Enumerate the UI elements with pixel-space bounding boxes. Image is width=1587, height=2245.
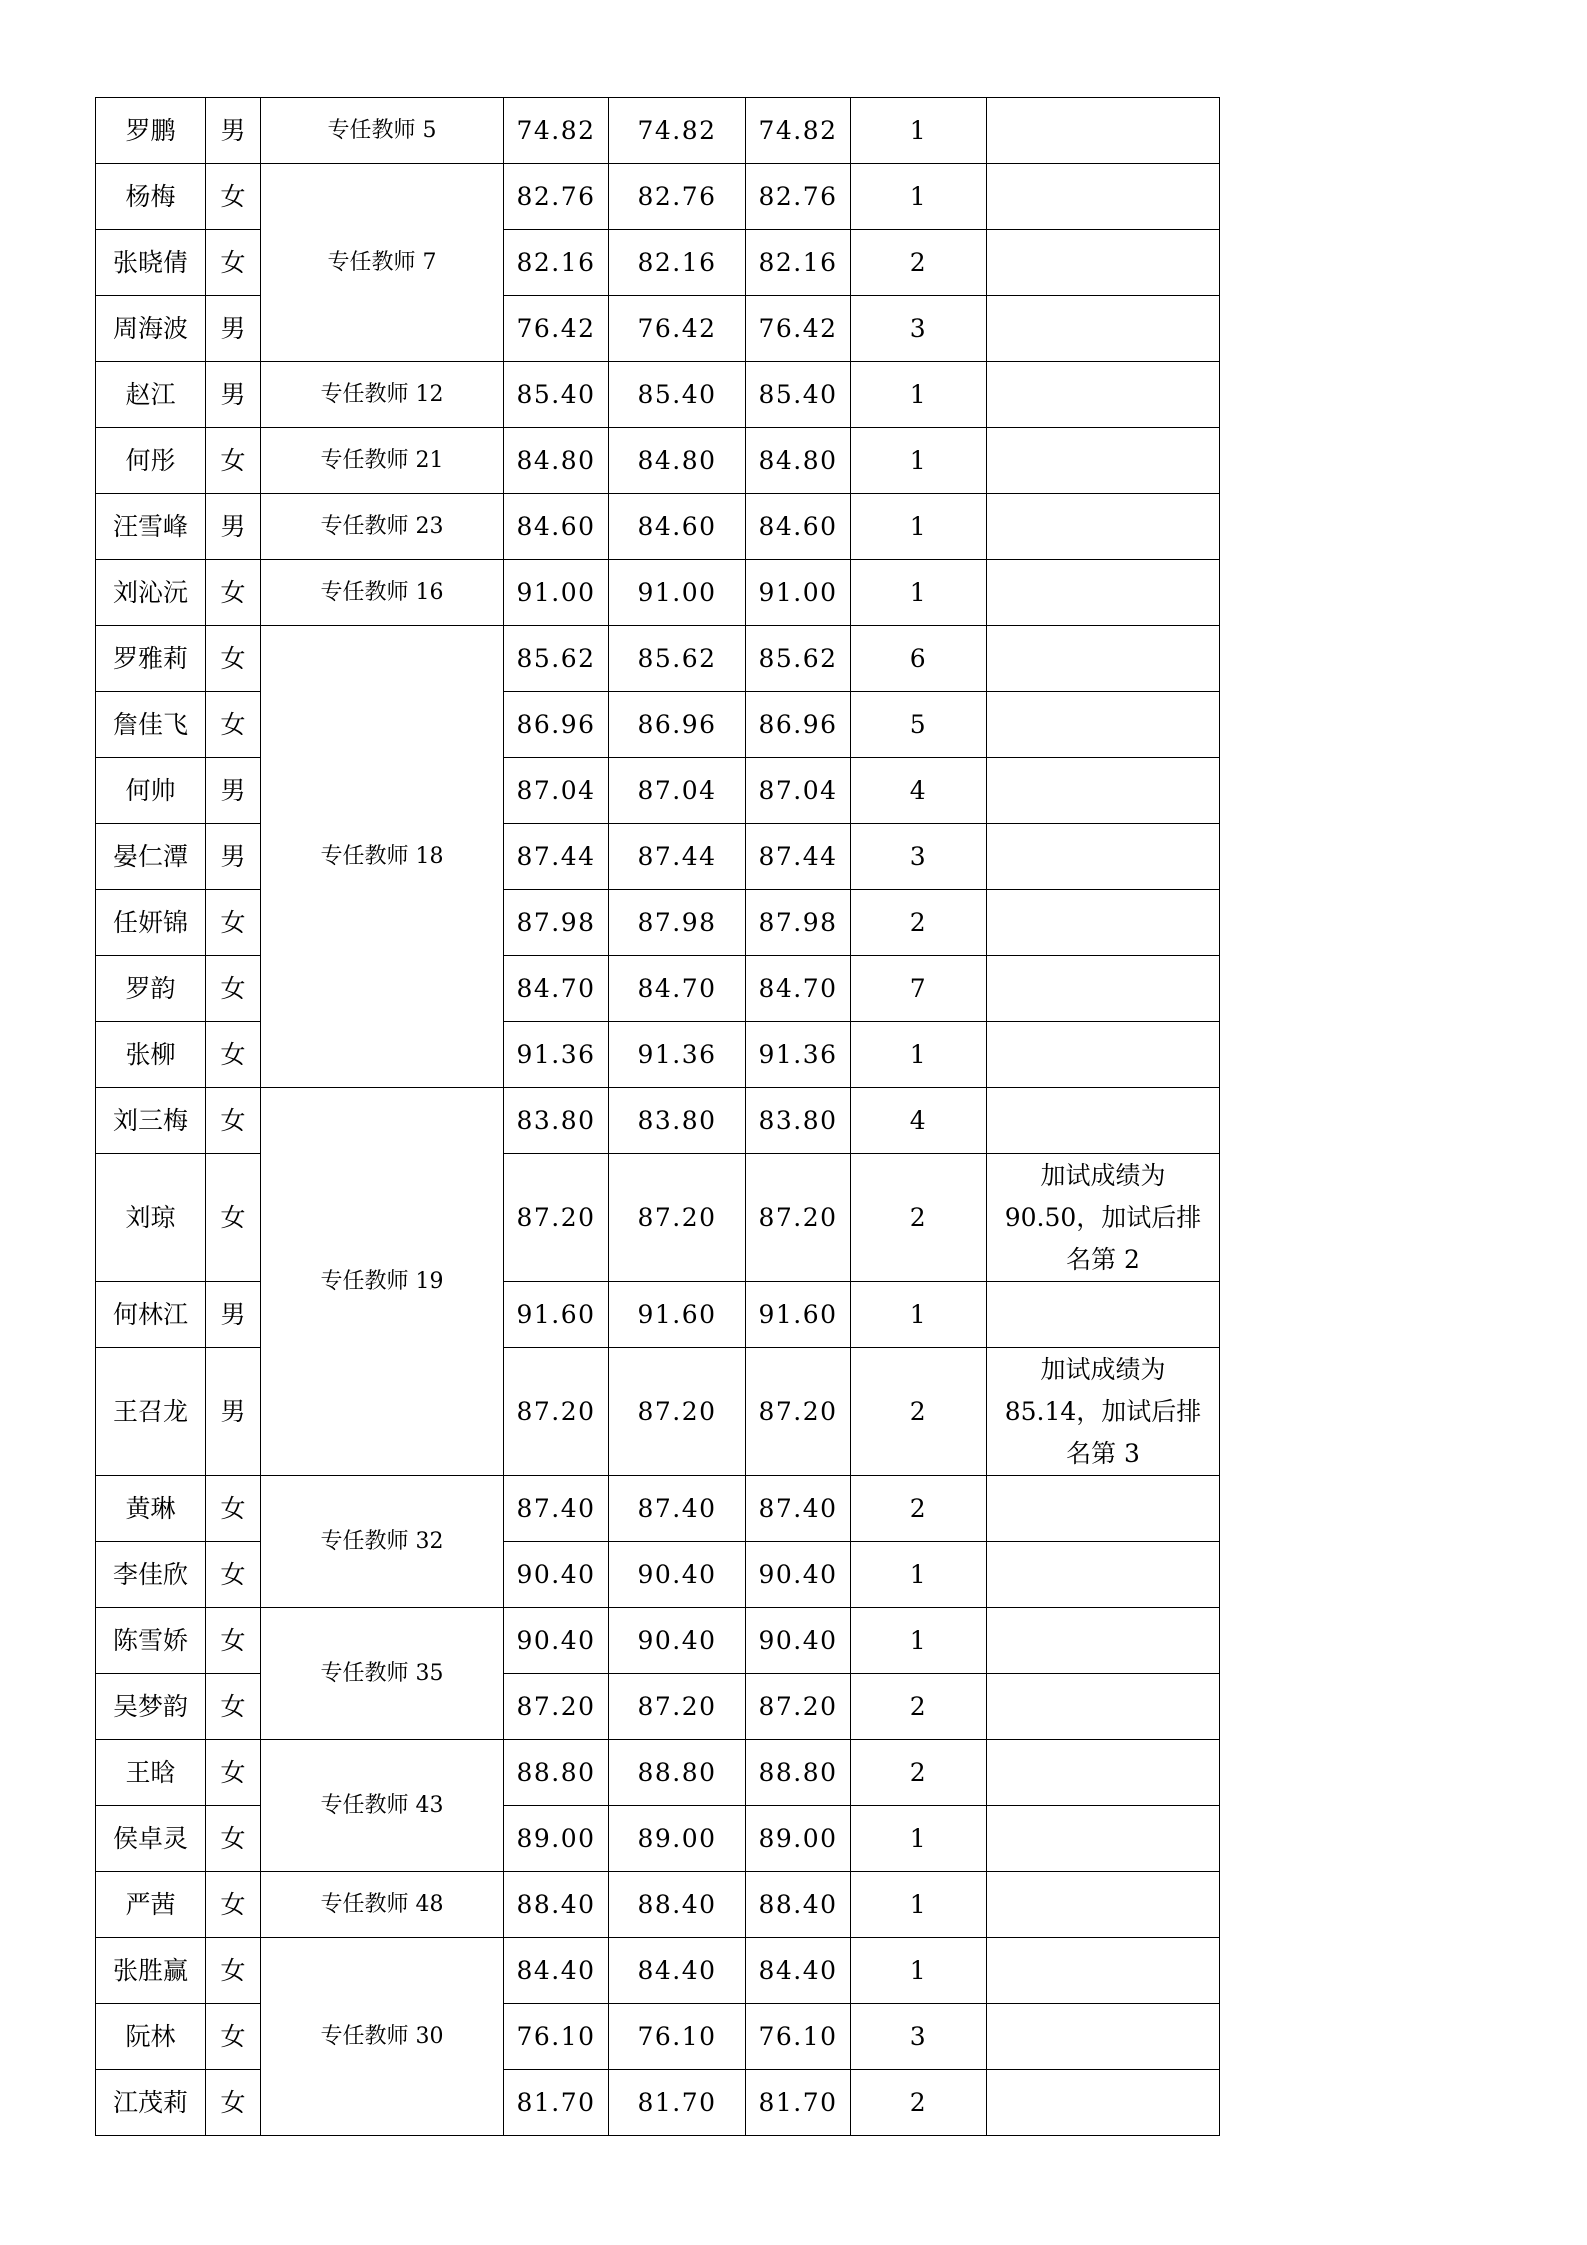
table-row [96,1476,1220,1542]
score-cell: 91.60 [504,1282,609,1348]
score-cell: 91.60 [609,1282,746,1348]
score-cell: 91.00 [746,560,851,626]
rank-cell: 2 [851,1348,987,1476]
rank-cell: 7 [851,956,987,1022]
table-row [96,98,1220,164]
score-cell: 87.20 [504,1674,609,1740]
rank-cell: 2 [851,890,987,956]
gender-cell: 女 [206,560,261,626]
score-cell: 84.70 [746,956,851,1022]
gender-cell: 女 [206,230,261,296]
name-cell: 王召龙 [96,1348,206,1476]
table-row [96,1088,1220,1154]
rank-cell: 1 [851,164,987,230]
score-cell: 91.60 [746,1282,851,1348]
gender-cell: 男 [206,98,261,164]
post-cell: 专任教师 5 [261,98,504,164]
gender-cell: 女 [206,956,261,1022]
gender-cell: 女 [206,2004,261,2070]
score-cell: 87.20 [746,1154,851,1282]
gender-cell: 女 [206,890,261,956]
post-cell: 专任教师 18 [261,626,504,1088]
gender-cell: 女 [206,1740,261,1806]
name-cell: 刘三梅 [96,1088,206,1154]
score-cell: 82.16 [746,230,851,296]
score-cell: 81.70 [609,2070,746,2136]
gender-cell: 女 [206,1476,261,1542]
score-cell: 84.40 [609,1938,746,2004]
note-cell [987,1674,1220,1740]
score-cell: 90.40 [504,1542,609,1608]
gender-cell: 女 [206,692,261,758]
score-cell: 83.80 [504,1088,609,1154]
note-cell [987,230,1220,296]
rank-cell: 4 [851,758,987,824]
post-cell: 专任教师 19 [261,1088,504,1476]
rank-cell: 2 [851,1674,987,1740]
note-cell [987,428,1220,494]
gender-cell: 男 [206,362,261,428]
gender-cell: 女 [206,428,261,494]
score-cell: 82.76 [504,164,609,230]
gender-cell: 女 [206,1674,261,1740]
note-cell [987,2070,1220,2136]
rank-cell: 1 [851,1938,987,2004]
name-cell: 江茂莉 [96,2070,206,2136]
score-cell: 87.44 [609,824,746,890]
name-cell: 晏仁潭 [96,824,206,890]
score-cell: 90.40 [746,1542,851,1608]
score-cell: 85.62 [746,626,851,692]
rank-cell: 3 [851,296,987,362]
score-cell: 87.20 [504,1154,609,1282]
name-cell: 汪雪峰 [96,494,206,560]
table-row [96,1938,1220,2004]
rank-cell: 2 [851,2070,987,2136]
table-row [96,494,1220,560]
name-cell: 罗鹏 [96,98,206,164]
score-cell: 82.16 [504,230,609,296]
rank-cell: 1 [851,494,987,560]
score-cell: 89.00 [504,1806,609,1872]
score-cell: 74.82 [504,98,609,164]
score-cell: 84.40 [504,1938,609,2004]
note-cell: 加试成绩为 85.14，加试后排 名第 3 [987,1348,1220,1476]
gender-cell: 女 [206,1022,261,1088]
note-cell [987,560,1220,626]
note-cell [987,1022,1220,1088]
score-cell: 84.40 [746,1938,851,2004]
post-cell: 专任教师 21 [261,428,504,494]
table-row [96,1608,1220,1674]
score-cell: 76.10 [504,2004,609,2070]
note-cell [987,2004,1220,2070]
gender-cell: 女 [206,1806,261,1872]
note-cell [987,1282,1220,1348]
rank-cell: 4 [851,1088,987,1154]
rank-cell: 1 [851,1022,987,1088]
score-cell: 85.40 [609,362,746,428]
post-cell: 专任教师 23 [261,494,504,560]
score-cell: 76.42 [609,296,746,362]
note-cell [987,824,1220,890]
rank-cell: 3 [851,2004,987,2070]
score-cell: 91.00 [609,560,746,626]
rank-cell: 2 [851,1740,987,1806]
rank-cell: 2 [851,230,987,296]
note-cell [987,1542,1220,1608]
score-cell: 87.20 [746,1674,851,1740]
gender-cell: 女 [206,1542,261,1608]
score-cell: 84.70 [609,956,746,1022]
note-cell [987,758,1220,824]
name-cell: 张柳 [96,1022,206,1088]
score-cell: 83.80 [609,1088,746,1154]
rank-cell: 1 [851,1608,987,1674]
note-cell [987,890,1220,956]
score-cell: 76.10 [609,2004,746,2070]
table-row [96,164,1220,230]
score-cell: 84.80 [609,428,746,494]
score-cell: 87.98 [746,890,851,956]
note-cell [987,1806,1220,1872]
note-cell [987,1088,1220,1154]
score-cell: 90.40 [746,1608,851,1674]
rank-cell: 2 [851,1154,987,1282]
gender-cell: 女 [206,1872,261,1938]
post-cell: 专任教师 30 [261,1938,504,2136]
post-cell: 专任教师 35 [261,1608,504,1740]
score-cell: 88.40 [609,1872,746,1938]
score-cell: 88.80 [504,1740,609,1806]
name-cell: 阮林 [96,2004,206,2070]
gender-cell: 男 [206,494,261,560]
note-cell [987,1938,1220,2004]
name-cell: 罗雅莉 [96,626,206,692]
score-cell: 89.00 [609,1806,746,1872]
name-cell: 李佳欣 [96,1542,206,1608]
score-cell: 91.36 [746,1022,851,1088]
gender-cell: 女 [206,1608,261,1674]
gender-cell: 男 [206,1348,261,1476]
score-cell: 87.04 [504,758,609,824]
table-row [96,428,1220,494]
rank-cell: 6 [851,626,987,692]
gender-cell: 男 [206,824,261,890]
name-cell: 任妍锦 [96,890,206,956]
note-cell [987,296,1220,362]
score-cell: 76.10 [746,2004,851,2070]
score-cell: 87.40 [746,1476,851,1542]
score-cell: 76.42 [504,296,609,362]
table-row [96,362,1220,428]
score-cell: 76.42 [746,296,851,362]
score-cell: 82.76 [746,164,851,230]
score-cell: 86.96 [609,692,746,758]
gender-cell: 男 [206,296,261,362]
score-cell: 84.80 [746,428,851,494]
score-cell: 87.98 [504,890,609,956]
score-cell: 74.82 [746,98,851,164]
score-cell: 84.80 [504,428,609,494]
note-cell: 加试成绩为 90.50，加试后排 名第 2 [987,1154,1220,1282]
gender-cell: 女 [206,1088,261,1154]
gender-cell: 女 [206,1154,261,1282]
score-cell: 85.62 [609,626,746,692]
score-cell: 88.80 [609,1740,746,1806]
post-cell: 专任教师 12 [261,362,504,428]
name-cell: 吴梦韵 [96,1674,206,1740]
post-cell: 专任教师 7 [261,164,504,362]
rank-cell: 1 [851,1806,987,1872]
score-cell: 84.60 [746,494,851,560]
score-cell: 87.20 [504,1348,609,1476]
score-cell: 81.70 [504,2070,609,2136]
score-cell: 82.16 [609,230,746,296]
name-cell: 黄琳 [96,1476,206,1542]
gender-cell: 男 [206,1282,261,1348]
rank-cell: 1 [851,560,987,626]
gender-cell: 女 [206,626,261,692]
score-cell: 90.40 [504,1608,609,1674]
score-cell: 86.96 [746,692,851,758]
rank-cell: 1 [851,1282,987,1348]
score-cell: 91.36 [504,1022,609,1088]
score-cell: 87.20 [609,1674,746,1740]
gender-cell: 女 [206,1938,261,2004]
note-cell [987,1740,1220,1806]
score-cell: 87.44 [504,824,609,890]
rank-cell: 1 [851,98,987,164]
score-table [95,97,1220,2136]
score-cell: 88.40 [504,1872,609,1938]
gender-cell: 女 [206,2070,261,2136]
name-cell: 周海波 [96,296,206,362]
name-cell: 赵江 [96,362,206,428]
note-cell [987,956,1220,1022]
post-cell: 专任教师 16 [261,560,504,626]
score-cell: 82.76 [609,164,746,230]
gender-cell: 男 [206,758,261,824]
score-cell: 86.96 [504,692,609,758]
score-cell: 89.00 [746,1806,851,1872]
note-cell [987,362,1220,428]
name-cell: 侯卓灵 [96,1806,206,1872]
name-cell: 张晓倩 [96,230,206,296]
note-cell [987,1872,1220,1938]
note-cell [987,1608,1220,1674]
note-cell [987,692,1220,758]
rank-cell: 1 [851,428,987,494]
score-cell: 87.98 [609,890,746,956]
score-cell: 87.04 [746,758,851,824]
score-cell: 84.60 [504,494,609,560]
rank-cell: 1 [851,362,987,428]
table-body [96,98,1220,2136]
note-cell [987,494,1220,560]
score-cell: 85.62 [504,626,609,692]
score-cell: 91.36 [609,1022,746,1088]
gender-cell: 女 [206,164,261,230]
score-cell: 84.60 [609,494,746,560]
score-cell: 84.70 [504,956,609,1022]
table-row [96,560,1220,626]
name-cell: 王晗 [96,1740,206,1806]
score-cell: 85.40 [746,362,851,428]
post-cell: 专任教师 32 [261,1476,504,1608]
name-cell: 陈雪娇 [96,1608,206,1674]
name-cell: 严茜 [96,1872,206,1938]
note-cell [987,626,1220,692]
note-cell [987,164,1220,230]
score-cell: 88.40 [746,1872,851,1938]
score-cell: 90.40 [609,1608,746,1674]
note-cell [987,98,1220,164]
post-cell: 专任教师 43 [261,1740,504,1872]
rank-cell: 2 [851,1476,987,1542]
score-cell: 87.44 [746,824,851,890]
score-cell: 81.70 [746,2070,851,2136]
score-cell: 74.82 [609,98,746,164]
rank-cell: 5 [851,692,987,758]
score-cell: 87.20 [609,1154,746,1282]
rank-cell: 1 [851,1872,987,1938]
note-cell [987,1476,1220,1542]
score-cell: 87.04 [609,758,746,824]
score-cell: 88.80 [746,1740,851,1806]
score-cell: 83.80 [746,1088,851,1154]
name-cell: 何帅 [96,758,206,824]
rank-cell: 3 [851,824,987,890]
score-cell: 90.40 [609,1542,746,1608]
name-cell: 詹佳飞 [96,692,206,758]
name-cell: 刘沁沅 [96,560,206,626]
rank-cell: 1 [851,1542,987,1608]
table-row [96,1740,1220,1806]
score-cell: 85.40 [504,362,609,428]
table-row [96,626,1220,692]
score-cell: 91.00 [504,560,609,626]
post-cell: 专任教师 48 [261,1872,504,1938]
name-cell: 杨梅 [96,164,206,230]
name-cell: 张胜赢 [96,1938,206,2004]
score-cell: 87.20 [609,1348,746,1476]
score-cell: 87.20 [746,1348,851,1476]
name-cell: 罗韵 [96,956,206,1022]
name-cell: 何彤 [96,428,206,494]
name-cell: 刘琼 [96,1154,206,1282]
table-row [96,1872,1220,1938]
score-cell: 87.40 [609,1476,746,1542]
score-cell: 87.40 [504,1476,609,1542]
name-cell: 何林江 [96,1282,206,1348]
